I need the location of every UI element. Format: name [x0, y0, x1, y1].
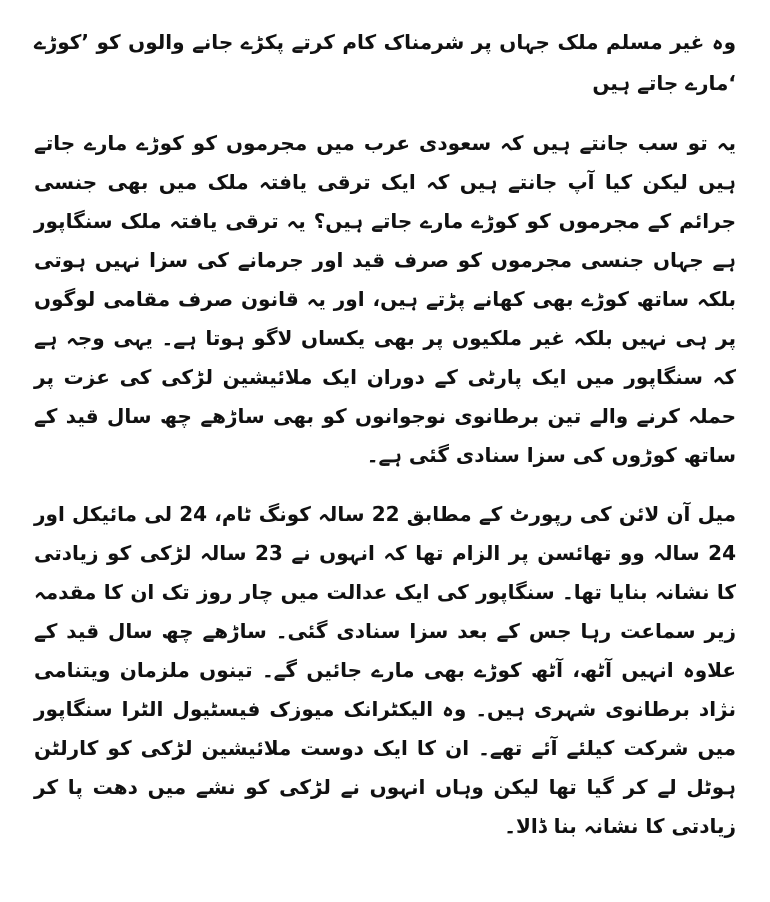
article-paragraph-1: یہ تو سب جانتے ہیں کہ سعودی عرب میں مجرموں کو کوڑے مارے جاتے ہیں لیکن کیا آپ جانتے ہیں کہ ایک ترقی یافتہ ملک میں بھی جنسی جرائم کے مجرموں کو کوڑے مارے جاتے ہیں؟ یہ ترقی یافتہ ملک سنگاپور ہے جہاں جنسی مجرموں کو صرف قید اور جرمانے کی سزا نہیں ہوتی بلکہ ساتھ کوڑے بھی کھانے پڑتے ہیں، اور یہ قانون صرف مقامی لوگوں پر ہی نہیں بلکہ غیر ملکیوں پر بھی یکساں لاگو ہوتا ہے۔ یہی وجہ ہے کہ سنگاپور میں ایک پارٹی کے دوران ایک ملائیشین لڑکی کی عزت پر حملہ کرنے والے تین برطانوی نوجوانوں کو بھی ساڑھے چھ سال قید کے ساتھ کوڑوں کی سزا سنادی گئی ہے۔: [34, 131, 736, 467]
article-paragraph-2: میل آن لائن کی رپورٹ کے مطابق 22 سالہ کونگ ٹام، 24 لی مائیکل اور 24 سالہ وو تھائسن پر الزام تھا کہ انہوں نے 23 سالہ لڑکی کو زیادتی کا نشانہ بنایا تھا۔ سنگاپور کی ایک عدالت میں چار روز تک ان کا مقدمہ زیر سماعت رہا جس کے بعد سزا سنادی گئی۔ ساڑھے چھ سال قید کے علاوہ انہیں آٹھ، آٹھ کوڑے بھی مارے جائیں گے۔ تینوں ملزمان ویتنامی نژاد برطانوی شہری ہیں۔ وہ الیکٹرانک میوزک فیسٹیول الٹرا سنگاپور میں شرکت کیلئے آئے تھے۔ ان کا ایک دوست ملائیشین لڑکی کو کارلٹن ہوٹل لے کر گیا تھا لیکن وہاں انہوں نے لڑکی کو نشے میں دھت پا کر زیادتی کا نشانہ بنا ڈالا۔: [34, 502, 736, 838]
article-title: وہ غیر مسلم ملک جہاں پر شرمناک کام کرتے پکڑے جانے والوں کو ’کوڑے ‘مارے جاتے ہیں: [34, 30, 736, 95]
